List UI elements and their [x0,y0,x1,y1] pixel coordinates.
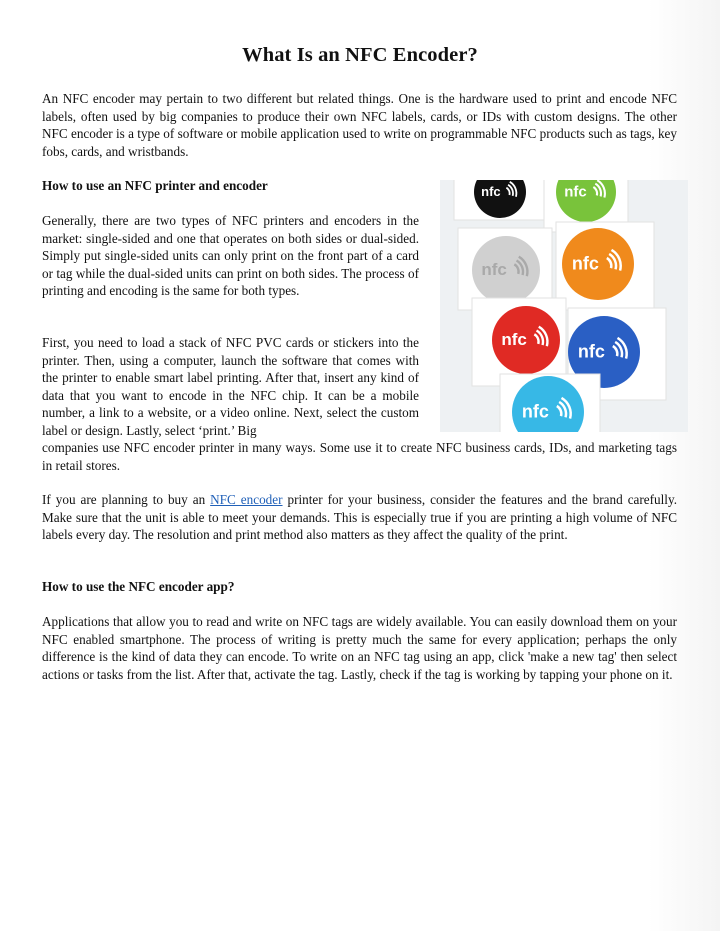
paragraph-types: Generally, there are two types of NFC printers and encoders in the market: single-sided and one that operates on both sides or dual-sided. Simply put single-sided units can only print on the front part of a card or tag while the dual-sided units can print on both sides. The process of printing and encoding is the same for both types. [42,213,419,298]
nfc-tag-cyan [500,374,600,432]
nfc-logo-text: nfc [564,183,587,201]
nfc-logo-text: nfc [481,260,507,280]
paragraph-steps-continued: companies use NFC encoder printer in many ways. Some use it to create NFC business cards, IDs, and marketing tags in retail stores. [42,440,677,473]
nfc-tags-illustration [440,180,688,432]
text-segment: If you are planning to buy an [42,492,211,507]
nfc-tag-red [472,298,566,386]
paragraph-app-usage: Applications that allow you to read and write on NFC tags are widely available. You can easily download them on your NFC enabled smartphone. The process of writing is pretty much the same for every application; perhaps the only difference is the kind of data they can encode. To write on an NFC tag using an app, click 'make a new tag' then select actions or tasks from the list. After that, activate the tag. Lastly, check if the tag is working by tapping your phone on it. [42,614,677,682]
intro-paragraph: An NFC encoder may pertain to two different but related things. One is the hardware used to print and encode NFC labels, often used by big companies to produce their own NFC labels, cards, or IDs with custom designs. The other NFC encoder is a type of software or mobile application used to write on programmable NFC products such as tags, key fobs, cards, and wristbands. [42,91,677,159]
section-heading-printer: How to use an NFC printer and encoder [42,178,268,193]
nfc-tag-orange [556,222,654,310]
nfc-logo-text: nfc [577,341,605,362]
nfc-logo-text: nfc [571,253,599,274]
page-title: What Is an NFC Encoder? [242,44,478,66]
paragraph-steps: First, you need to load a stack of NFC PVC cards or stickers into the printer. Then, using a computer, launch the software that comes with the printer to enable smart label printing. After that, insert any kind of data that you want to encode in the NFC chip. It can be a mobile number, a link to a website, or a video online. Next, select the custom label or design. Lastly, select ‘print.’ Big [42,335,419,438]
nfc-logo-text: nfc [481,183,501,199]
section-heading-app: How to use the NFC encoder app? [42,579,235,594]
nfc-tag-black [454,180,544,220]
nfc-logo-text: nfc [521,401,549,422]
paragraph-buying-advice [42,491,677,544]
nfc-tags-image [440,180,688,432]
nfc-encoder-link[interactable]: NFC encoder [210,492,283,507]
text-segment: printer for your business, consider the features and the brand carefully. Make sure that the unit is able to meet your demands. This is especially true if you are printing a high volume of NFC labels every day. The resolution and print method also matters as they affect the quality of the print. [42,492,677,542]
nfc-logo-text: nfc [501,330,527,350]
